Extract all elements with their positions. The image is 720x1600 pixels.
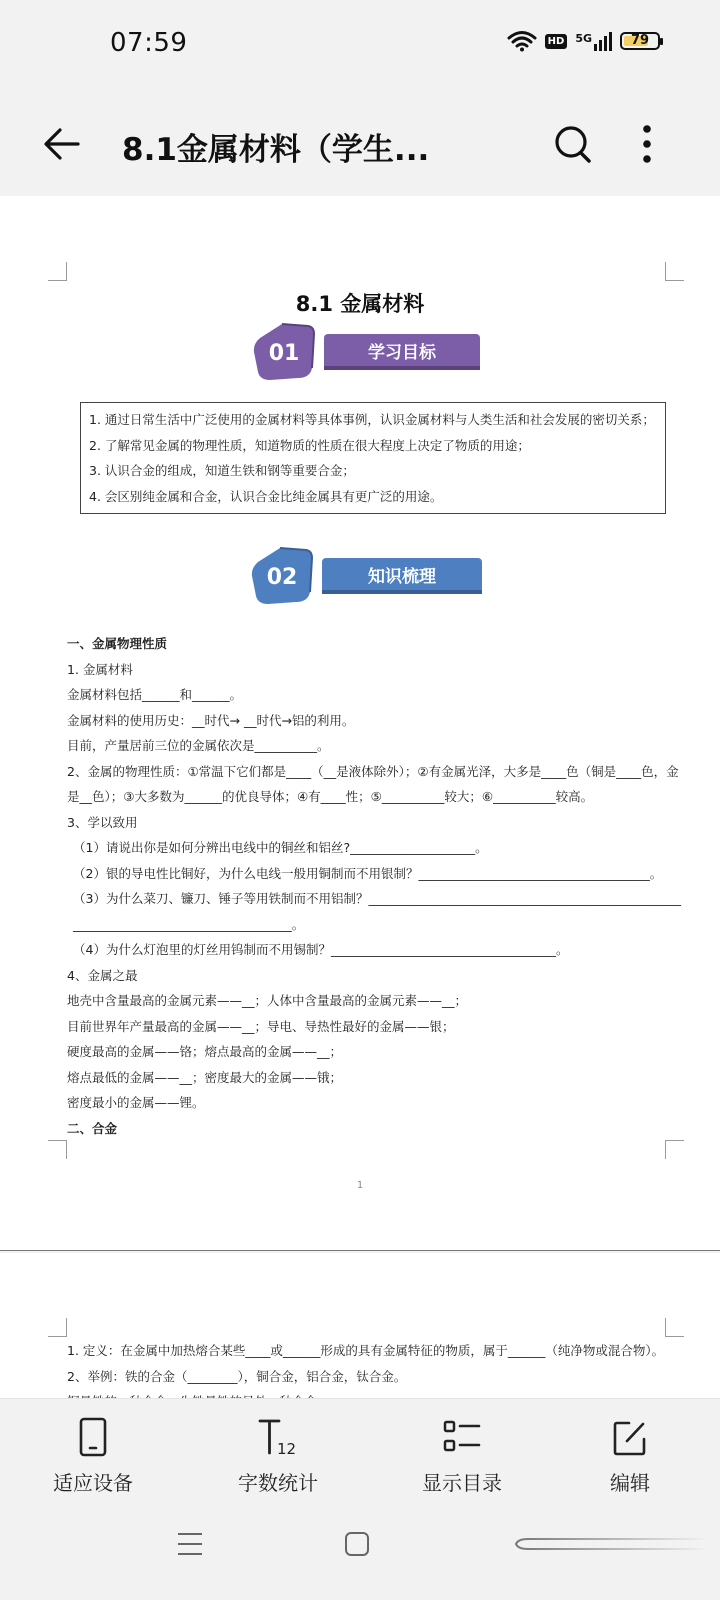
document-title: 8.1金属材料（学生... bbox=[122, 132, 430, 168]
section-badge-02 bbox=[250, 546, 486, 608]
show-toc-button[interactable] bbox=[392, 1417, 532, 1496]
text-line: （1）请说出你是如何分辨出电线中的铜丝和铝丝?____________________。 bbox=[73, 840, 488, 855]
edit-icon bbox=[612, 1417, 648, 1457]
app-bar bbox=[0, 96, 720, 196]
crop-mark bbox=[665, 1140, 684, 1159]
fit-device-button[interactable] bbox=[23, 1417, 163, 1496]
back-nav-icon[interactable] bbox=[512, 1537, 708, 1551]
section-heading: 一、金属物理性质 bbox=[67, 636, 168, 651]
bottom-toolbar bbox=[0, 1398, 720, 1600]
section-label: 学习目标 bbox=[368, 343, 436, 363]
crop-mark bbox=[48, 1318, 67, 1337]
hd-icon: HD bbox=[545, 34, 568, 49]
text-line: 地壳中含量最高的金属元素——__；人体中含量最高的金属元素——__； bbox=[67, 993, 468, 1008]
page-divider bbox=[0, 1250, 720, 1251]
section-heading: 二、合金 bbox=[67, 1120, 118, 1136]
text-line: （4）为什么灯泡里的灯丝用钨制而不用锡制？____________________________________。 bbox=[73, 942, 569, 957]
section-badge-01 bbox=[252, 322, 484, 384]
network-type: 5G bbox=[575, 31, 592, 45]
battery-icon bbox=[620, 32, 660, 50]
text-line: （3）为什么菜刀、镰刀、锤子等用铁制而不用铝制？_____________________________________________________________________________________。 bbox=[73, 891, 681, 932]
signal-icon bbox=[575, 32, 612, 51]
battery-level: 79 bbox=[630, 33, 650, 48]
objective-item: 1. 通过日常生活中广泛使用的金属材料等具体事例，认识金属材料与人类生活和社会发展的密切关系； bbox=[89, 412, 655, 427]
more-options-icon[interactable] bbox=[642, 124, 652, 164]
text-line: 密度最小的金属——锂。 bbox=[67, 1095, 205, 1110]
wifi-icon bbox=[507, 30, 537, 52]
text-line: 目前世界年产量最高的金属——__；导电、导热性最好的金属——银； bbox=[67, 1018, 455, 1034]
status-icons bbox=[507, 30, 660, 52]
text-line: 1. 定义：在金属中加热熔合某些____或______形成的具有金属特征的物质，属于______（纯净物或混合物）。 bbox=[67, 1343, 665, 1358]
menu-nav-icon[interactable] bbox=[176, 1531, 204, 1557]
section-number: 02 bbox=[266, 565, 298, 590]
section-label: 知识梳理 bbox=[368, 567, 436, 587]
show-toc-label: 显示目录 bbox=[422, 1471, 502, 1495]
page-number: 1 bbox=[356, 1180, 364, 1191]
text-line: 4、金属之最 bbox=[67, 967, 138, 983]
back-arrow-icon[interactable] bbox=[42, 122, 82, 166]
word-count-button[interactable] bbox=[208, 1417, 348, 1496]
text-line: 1. 金属材料 bbox=[67, 661, 133, 677]
svg-text:12: 12 bbox=[277, 1440, 297, 1457]
crop-mark bbox=[48, 1140, 67, 1159]
objective-item: 3. 认识合金的组成，知道生铁和钢等重要合金； bbox=[89, 463, 355, 478]
fit-device-label: 适应设备 bbox=[53, 1471, 133, 1495]
phone-icon bbox=[78, 1417, 108, 1457]
text-line: 3、学以致用 bbox=[67, 814, 138, 830]
section-number: 01 bbox=[268, 341, 300, 366]
search-icon[interactable] bbox=[553, 122, 593, 166]
word-count-label: 字数统计 bbox=[238, 1471, 318, 1495]
crop-mark bbox=[665, 1318, 684, 1337]
home-nav-icon[interactable] bbox=[344, 1531, 370, 1557]
text-size-icon bbox=[257, 1417, 299, 1457]
table-of-contents-icon bbox=[442, 1417, 482, 1457]
status-bar bbox=[0, 0, 720, 96]
text-line: 硬度最高的金属——铬；熔点最高的金属——__； bbox=[67, 1044, 343, 1059]
text-line: 2、举例：铁的合金（________），铜合金，铝合金，钛合金。 bbox=[67, 1368, 407, 1384]
objective-item: 4. 会区别纯金属和合金，认识合金比纯金属具有更广泛的用途。 bbox=[89, 488, 443, 504]
text-line: 金属材料的使用历史：__时代→ __时代→铝的利用。 bbox=[67, 712, 355, 728]
edit-label: 编辑 bbox=[610, 1471, 650, 1495]
objective-item: 2. 了解常见金属的物理性质，知道物质的性质在很大程度上决定了物质的用途； bbox=[89, 437, 530, 453]
text-line: （2）银的导电性比铜好，为什么电线一般用铜制而不用银制？_____________________________________。 bbox=[73, 865, 663, 881]
crop-mark bbox=[665, 262, 684, 281]
doc-heading: 8.1 金属材料 bbox=[295, 292, 425, 316]
text-line: 熔点最低的金属——__；密度最大的金属——锇； bbox=[67, 1069, 343, 1085]
status-time: 07:59 bbox=[110, 28, 188, 58]
text-line: 金属材料包括______和______。 bbox=[67, 687, 243, 702]
edit-button[interactable] bbox=[560, 1417, 700, 1496]
text-line: 2、金属的物理性质：①常温下它们都是____（__是液体除外）；②有金属光泽，大多是____色（铜是____色，金是__色）；③大多数为______的优良导体；④有____性；⑤__________较大；⑥__________较高。 bbox=[67, 763, 679, 804]
crop-mark bbox=[48, 262, 67, 281]
text-line: 目前，产量居前三位的金属依次是__________。 bbox=[67, 738, 330, 753]
document-body bbox=[67, 631, 681, 1141]
learning-objectives-box bbox=[80, 402, 666, 514]
